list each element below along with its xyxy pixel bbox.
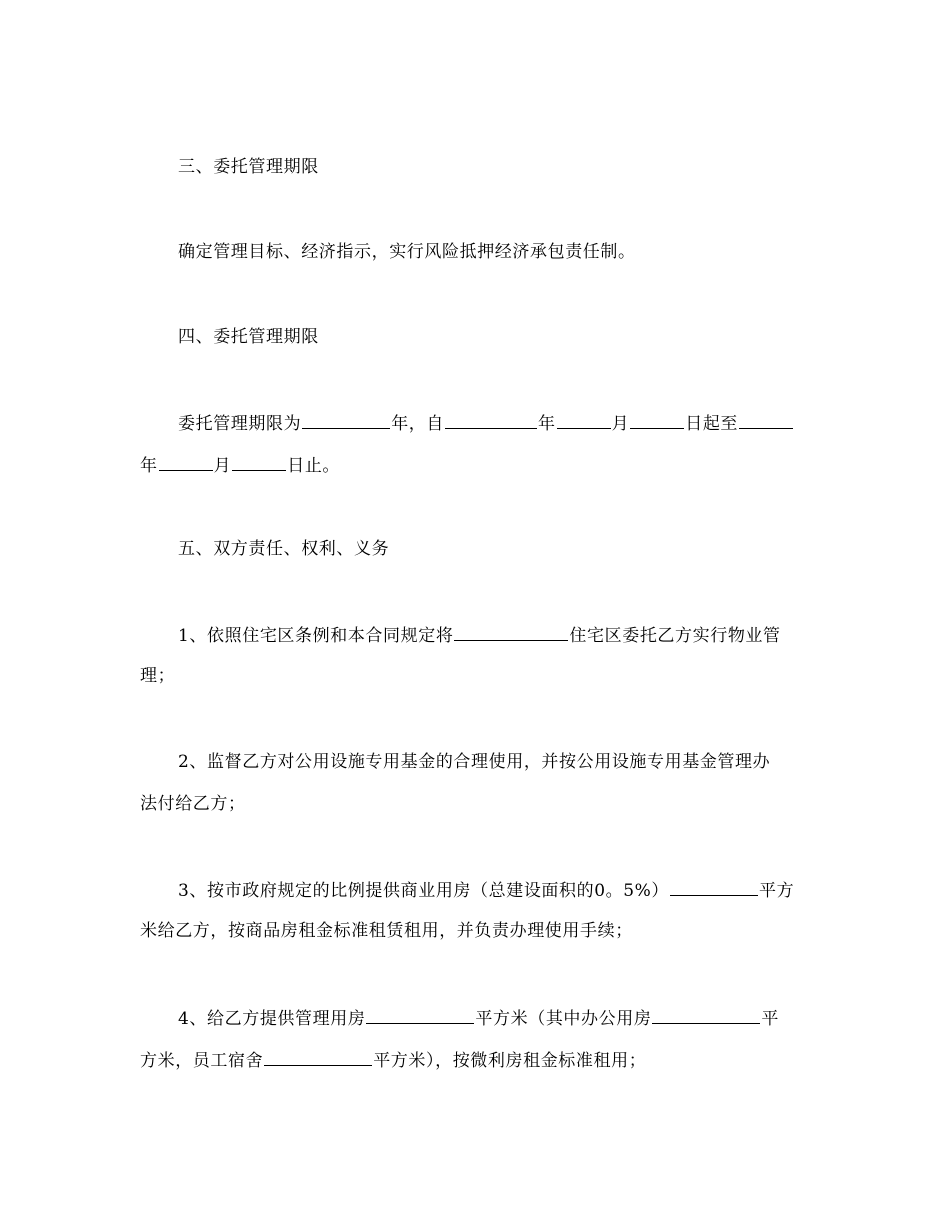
item-3-text-end: 米给乙方，按商品房租金标准租赁租用，并负责办理使用手续；	[140, 921, 633, 941]
item-3-text-cont: 平方	[759, 881, 795, 901]
from-label: 年，自	[391, 414, 445, 434]
item-2-line-2	[140, 792, 246, 816]
section-3-body	[178, 240, 636, 264]
year-label: 年	[538, 414, 556, 434]
item-1-text-end: 理；	[140, 666, 176, 686]
item-4-line-1	[178, 1005, 779, 1031]
item-2-text-end: 法付给乙方；	[140, 794, 246, 814]
section-5-heading	[178, 537, 389, 561]
start-month-blank	[557, 410, 611, 429]
item-4-line-2	[140, 1047, 646, 1073]
item-4-text-cont-3: 方米，员工宿舍	[140, 1051, 264, 1071]
item-4-text-end: 平方米），按微利房租金标准租用；	[373, 1051, 647, 1071]
management-room-area-blank	[366, 1005, 474, 1024]
item-4-text: 4、给乙方提供管理用房	[178, 1009, 366, 1029]
item-3-text: 3、按市政府规定的比例提供商业用房（总建设面积的0。5%）	[178, 881, 669, 901]
until-label: 日起至	[685, 414, 739, 434]
section-4-line-1	[178, 410, 794, 436]
office-room-area-blank	[652, 1005, 760, 1024]
item-1-line-1	[178, 622, 781, 648]
item-1-text: 1、依照住宅区条例和本合同规定将	[178, 626, 454, 646]
item-3-line-1	[178, 877, 794, 903]
term-years-blank	[302, 410, 390, 429]
end-month-blank	[159, 452, 213, 471]
year-label: 年	[140, 456, 158, 476]
section-3-heading-text: 三、委托管理期限	[178, 157, 319, 177]
section-4-heading-text: 四、委托管理期限	[178, 327, 319, 347]
item-1-text-cont: 住宅区委托乙方实行物业管	[569, 626, 781, 646]
start-year-blank	[445, 410, 537, 429]
item-4-text-cont: 平方米（其中办公用房	[475, 1009, 652, 1029]
section-3-body-text: 确定管理目标、经济指示，实行风险抵押经济承包责任制。	[178, 242, 636, 262]
commercial-area-blank	[670, 877, 758, 896]
end-year-blank	[739, 410, 793, 429]
item-3-line-2	[140, 919, 633, 943]
section-4-heading	[178, 325, 319, 349]
month-label: 月	[611, 414, 630, 434]
term-label: 委托管理期限为	[178, 414, 302, 434]
start-day-blank	[630, 410, 684, 429]
residential-area-blank	[454, 622, 568, 641]
end-day-blank	[232, 452, 286, 471]
section-5-heading-text: 五、双方责任、权利、义务	[178, 539, 390, 559]
section-4-line-2	[140, 452, 340, 478]
item-1-line-2	[140, 664, 175, 688]
item-2-text: 2、监督乙方对公用设施专用基金的合理使用，并按公用设施专用基金管理办	[178, 752, 771, 772]
month-label: 月	[213, 456, 232, 476]
item-4-text-cont-2: 平	[761, 1009, 780, 1029]
section-3-heading	[178, 155, 319, 179]
item-2-line-1	[178, 750, 770, 774]
end-label: 日止。	[287, 456, 341, 476]
dormitory-area-blank	[264, 1047, 372, 1066]
